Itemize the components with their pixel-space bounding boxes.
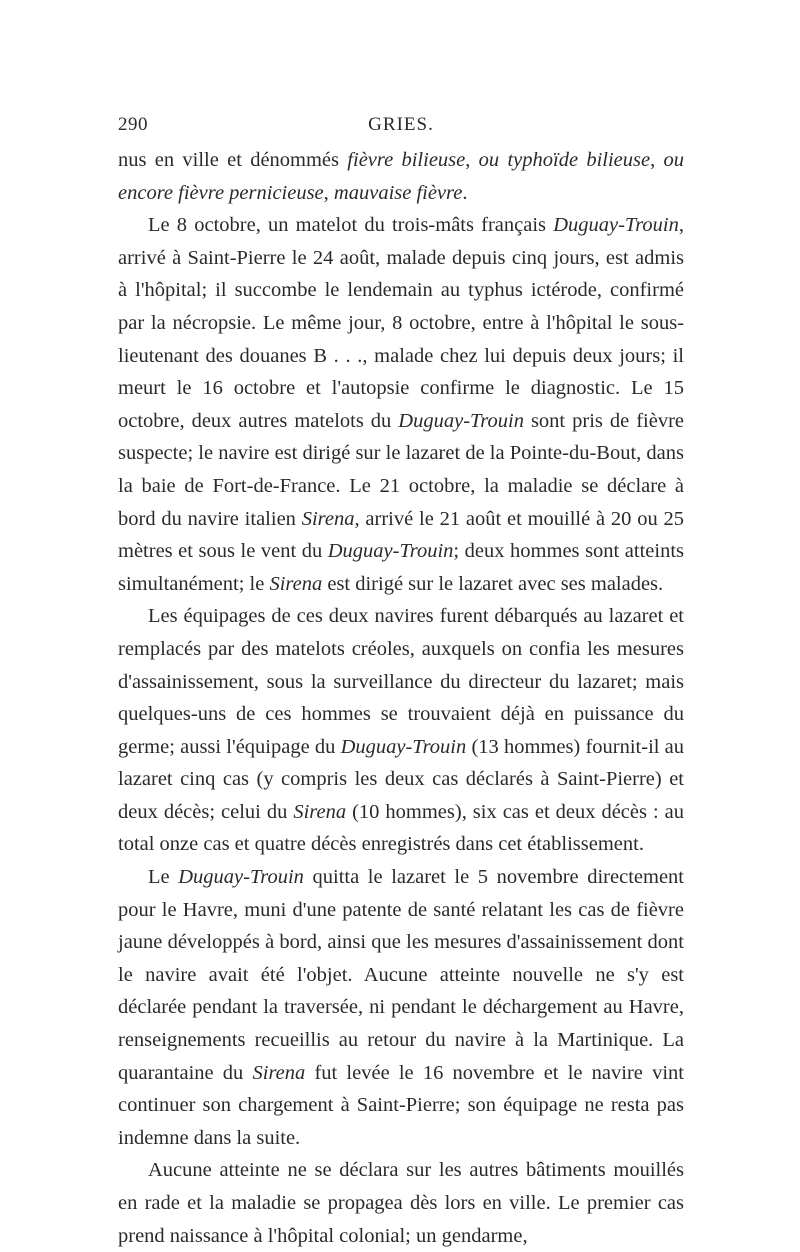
text-run: fut levée le 16 novembre et le navire vint continuer son chargement à Saint-Pierre; son équipage ne resta pas indemne dans la suite. (118, 1061, 684, 1149)
text-run: Aucune atteinte ne se déclara sur les autres bâtiments mouillés en rade et la maladie se propagea dès lors en ville. Le premier cas prend naissance à l'hôpital colonial; un gendarme, (118, 1159, 684, 1247)
italic-text: ou typhoïde bilieuse (478, 149, 651, 171)
text-run: Le 8 octobre, un matelot du trois-mâts français (148, 214, 554, 237)
text-run: Les équipages de ces deux navires furent débarqués au lazaret et remplacés par des matelots créoles, auxquels on confia les mesures d'assainissement, sous la surveillance du directeur du lazaret; mais quelques-uns de ces hommes se trouvaient déjà en puissance du germe; aussi l'équipage du (118, 605, 684, 758)
text-run: , (465, 149, 479, 171)
italic-text: Duguay-Trouin (327, 540, 454, 563)
paragraph (118, 144, 684, 209)
text-run: , arrivé le 21 août et mouillé à 20 ou 25 mètres et sous le vent du (118, 507, 684, 563)
text-run: (10 hommes), six cas et deux décès : au total onze cas et quatre décès enregistrés dans cet établissement. (118, 800, 684, 856)
text-run: quitta le lazaret le 5 novembre directement pour le Havre, muni d'une patente de santé relatant les cas de fièvre jaune développés à bord, ainsi que les mesures d'assainissement dont le navire avait été l'objet. Aucune atteinte nouvelle ne s'y est déclarée pendant la traversée, ni pendant le déchargement au Havre, renseignements recueillis au retour du navire à la Martinique. La quarantaine du (118, 866, 684, 1084)
italic-text: Duguay-Trouin (553, 214, 679, 237)
page-header (118, 114, 684, 144)
italic-text: Sirena (269, 572, 323, 595)
italic-text: Sirena (301, 507, 355, 530)
italic-text: Sirena (293, 800, 347, 823)
paragraph (118, 600, 684, 861)
page-number: 290 (118, 114, 148, 135)
italic-text: fièvre bilieuse (347, 149, 466, 171)
italic-text: Duguay-Trouin (178, 866, 304, 889)
body-text (118, 144, 684, 1252)
text-run: ; deux hommes sont atteints simultanément; le (118, 540, 684, 595)
text-run: (13 hommes) fournit-il au lazaret cinq cas (y compris les deux cas déclarés à Saint-Pierre) et deux décès; celui du (118, 735, 685, 823)
text-run: , arrivé à Saint-Pierre le 24 août, malade depuis cinq jours, est admis à l'hôpital; il succombe le lendemain au typhus ictérode, confirmé par la nécropsie. Le même jour, 8 octobre, entre à l'hôpital le sous-lieutenant des douanes B . . ., malade chez lui depuis deux jours; il meurt le 16 octobre et l'autopsie confirme le diagnostic. Le 15 octobre, deux autres matelots du (118, 214, 684, 432)
text-run: . (462, 181, 468, 204)
text-run: Le (148, 866, 179, 889)
italic-text: mauvaise fièvre (333, 181, 463, 204)
italic-text: ou encore fièvre pernicieuse (118, 149, 685, 204)
italic-text: Duguay-Trouin (340, 735, 467, 758)
paragraph (118, 209, 684, 600)
text-run: , (323, 181, 334, 204)
text-run: , (650, 149, 664, 171)
text-run: nus en ville et dénommés (118, 149, 348, 171)
italic-text: Duguay-Trouin (398, 409, 524, 432)
paragraph (118, 861, 684, 1154)
running-title: GRIES. (368, 114, 434, 135)
text-run: est dirigé sur le lazaret avec ses malades. (322, 572, 664, 595)
text-run: sont pris de fièvre suspecte; le navire est dirigé sur le lazaret de la Pointe-du-Bout, dans la baie de Fort-de-France. Le 21 octobre, la maladie se déclare à bord du navire italien (118, 409, 684, 530)
paragraph (118, 1154, 684, 1252)
italic-text: Sirena (252, 1061, 306, 1084)
